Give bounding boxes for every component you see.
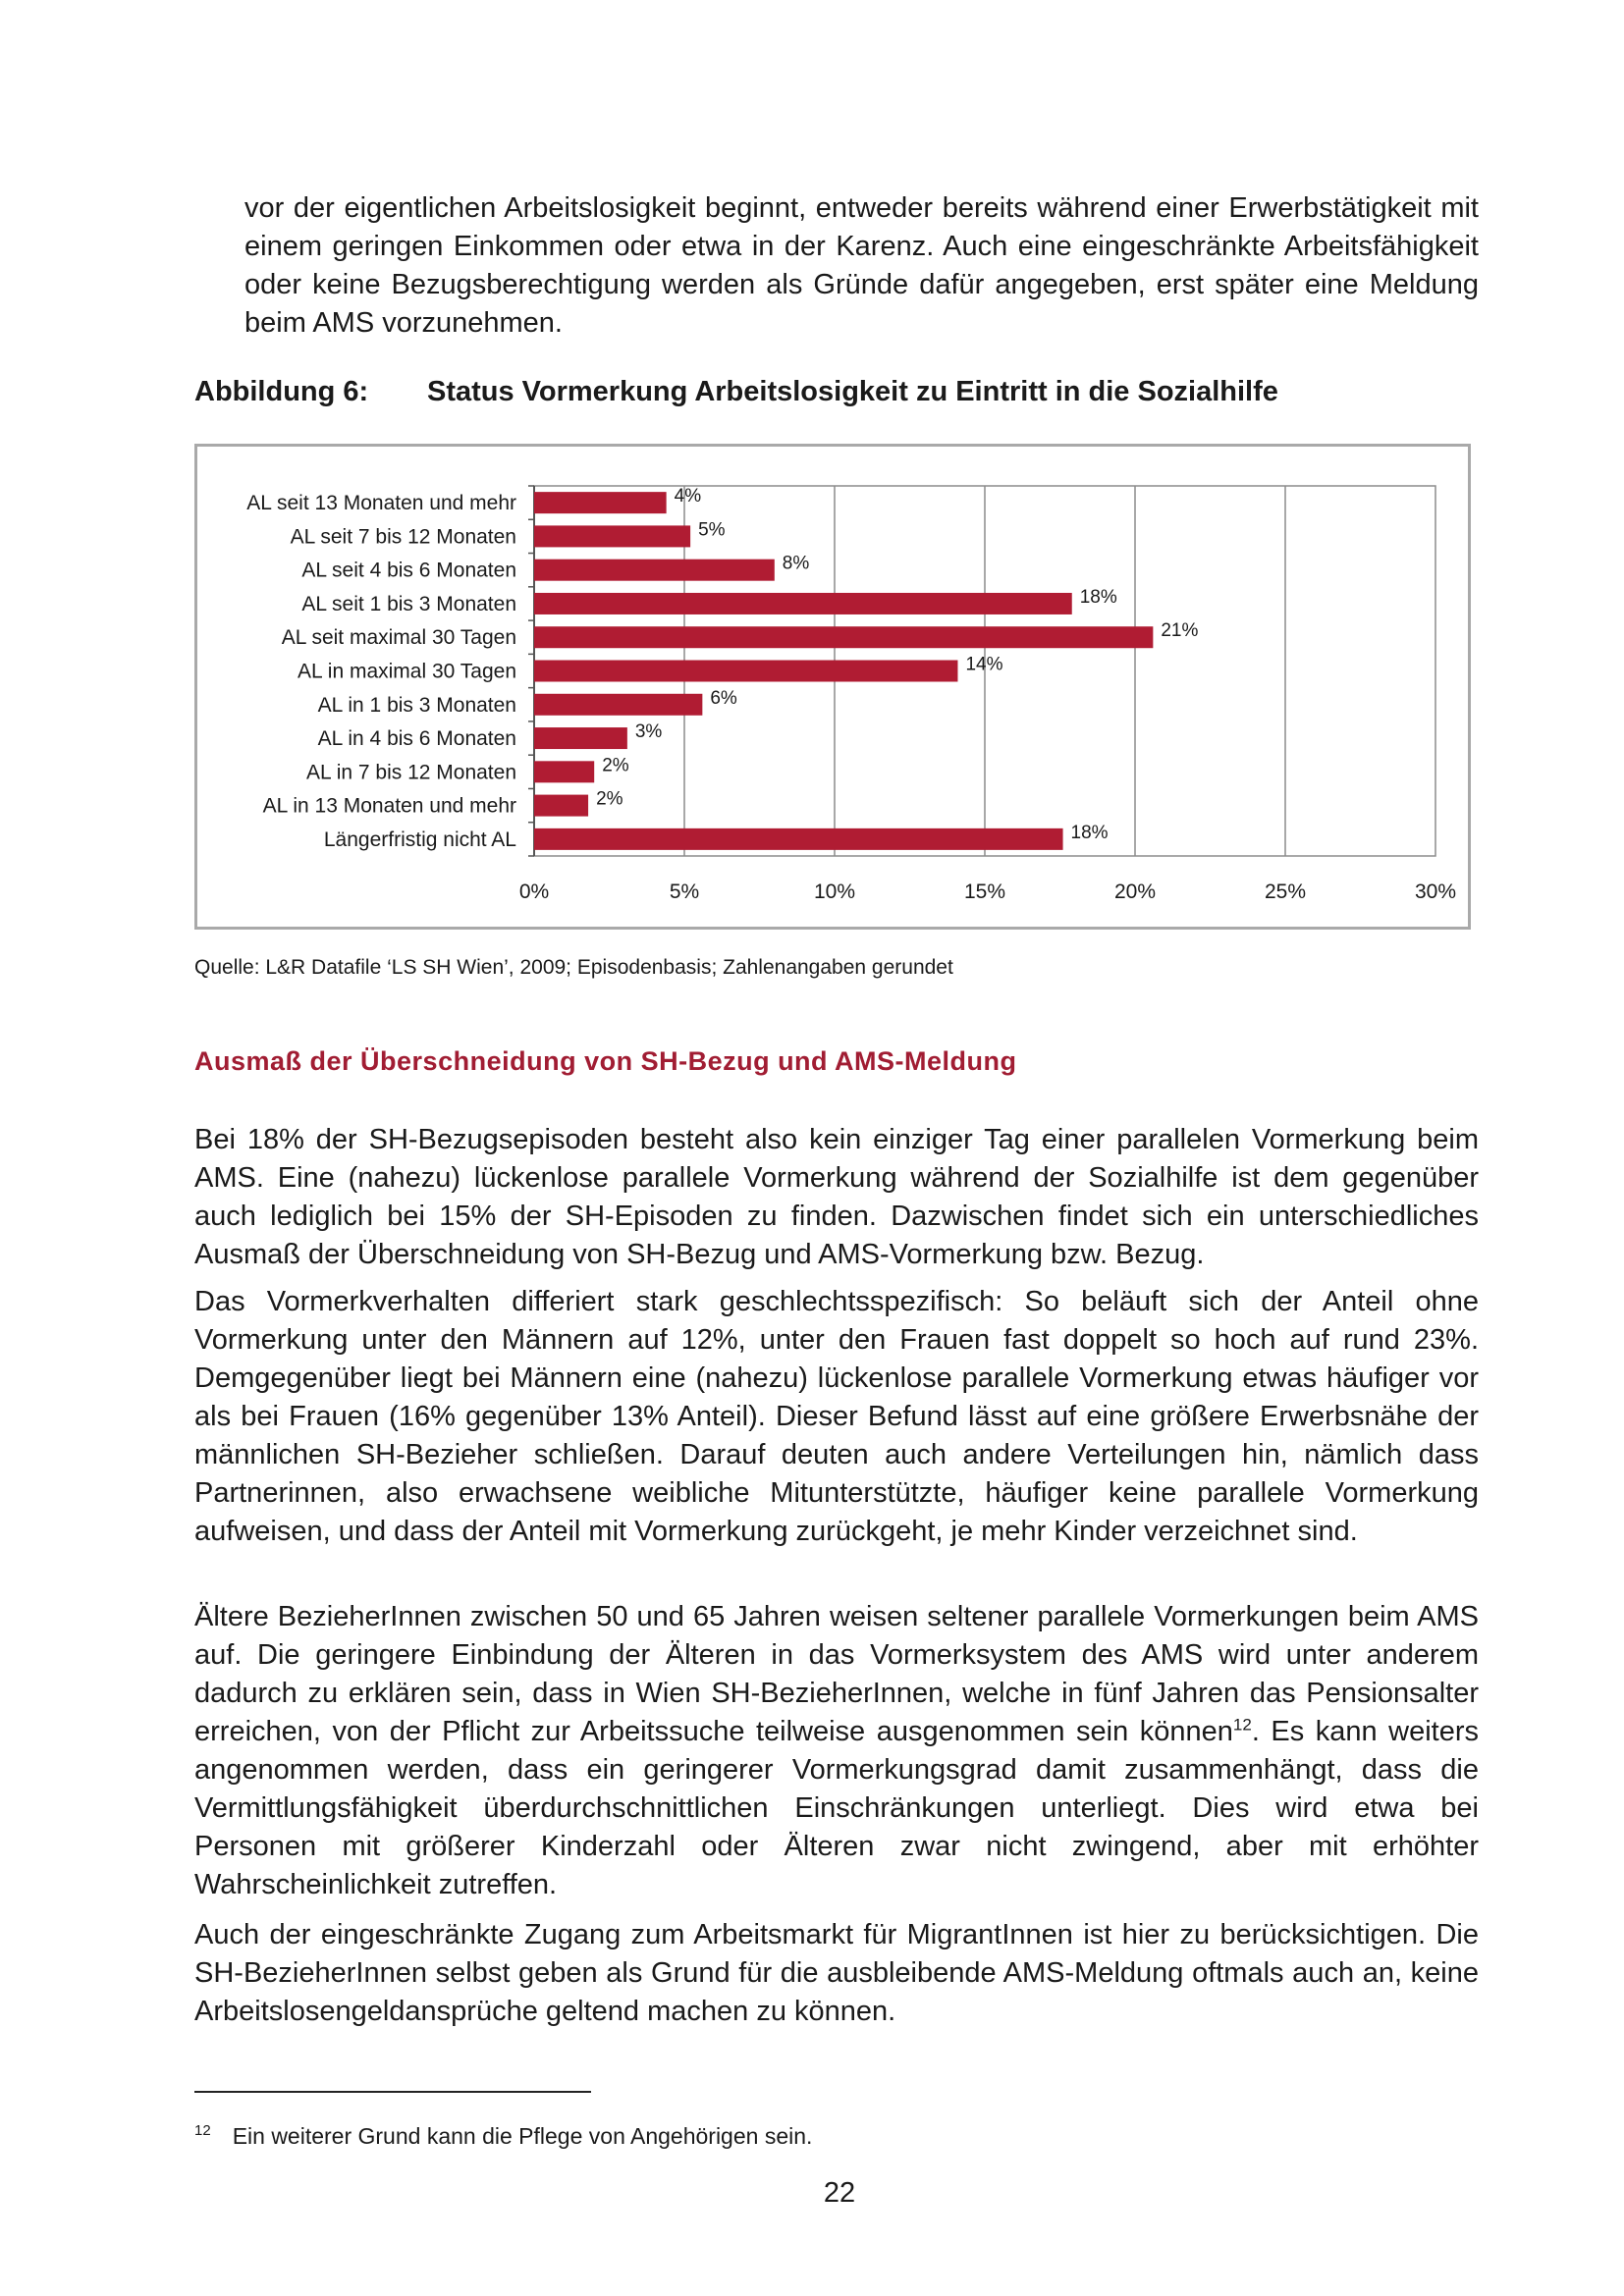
data-label: 14% bbox=[965, 654, 1003, 675]
paragraph-older-text-1: Ältere BezieherInnen zwischen 50 und 65 Jahren weisen seltener parallele Vormerkungen beim AMS auf. Die geringere Einbindung der Älteren in das Vormerksystem des AMS wird unter anderem dadurch zu erklären sein, dass in Wien SH-BezieherInnen, welche in fünf Jahren das Pensionsalter erreichen, von der Pflicht zur Arbeitssuche teilweise ausgenommen sein können bbox=[194, 1601, 1479, 1747]
footnote-number: 12 bbox=[194, 2122, 211, 2139]
data-label: 5% bbox=[698, 519, 726, 541]
figure-source: Quelle: L&R Datafile ‘LS SH Wien’, 2009; Episodenbasis; Zahlenangaben gerundet bbox=[194, 956, 953, 979]
x-tick-label: 0% bbox=[518, 881, 550, 903]
bar bbox=[534, 661, 957, 682]
category-label: AL in 7 bis 12 Monaten bbox=[305, 761, 516, 784]
x-tick-label: 10% bbox=[813, 881, 856, 903]
footnote-text: Ein weiterer Grund kann die Pflege von Angehörigen sein. bbox=[232, 2123, 813, 2149]
category-label: AL in maximal 30 Tagen bbox=[298, 660, 516, 683]
footnote-reference[interactable]: 12 bbox=[1232, 1715, 1252, 1735]
bar bbox=[534, 593, 1072, 614]
page-number: 22 bbox=[823, 2177, 856, 2209]
category-label: AL seit 7 bis 12 Monaten bbox=[290, 525, 516, 549]
bar bbox=[534, 492, 667, 513]
x-tick-label: 30% bbox=[1414, 881, 1457, 903]
category-label: Längerfristig nicht AL bbox=[323, 828, 516, 851]
bar bbox=[534, 727, 627, 749]
bar bbox=[534, 626, 1153, 648]
category-label: AL seit 13 Monaten und mehr bbox=[246, 492, 516, 515]
x-tick-label: 5% bbox=[669, 881, 700, 903]
intro-paragraph: vor der eigentlichen Arbeitslosigkeit beginnt, entweder bereits während einer Erwerbstätigkeit mit einem geringen Einkommen oder etwa in der Karenz. Auch eine eingeschränkte Arbeitsfähigkeit oder keine Bezugsberechtigung werden als Gründe dafür angegeben, erst später eine Meldung beim AMS vorzunehmen. bbox=[244, 192, 1479, 339]
category-label: AL seit 4 bis 6 Monaten bbox=[301, 559, 516, 582]
paragraph-older-text-2: . Es kann weiters angenommen werden, dass ein geringerer Vormerkungsgrad damit zusammenhängt, dass die Vermittlungsfähigkeit überdurchschnittlichen Einschränkungen unterliegt. Dies wird etwa bei Personen mit größerer Kinderzahl oder Älteren zwar nicht zwingend, aber mit erhöhter Wahrscheinlichkeit zutreffen. bbox=[194, 1716, 1479, 1900]
data-label: 8% bbox=[782, 553, 810, 574]
bar bbox=[534, 761, 594, 782]
category-label: AL in 1 bis 3 Monaten bbox=[317, 693, 516, 717]
x-tick-label: 25% bbox=[1264, 881, 1307, 903]
paragraph-migrants: Auch der eingeschränkte Zugang zum Arbeitsmarkt für MigrantInnen ist hier zu berücksichtigen. Die SH-BezieherInnen selbst geben als Grund für die ausbleibende AMS-Meldung oftmals auch an, keine Arbeitslosengeldansprüche geltend machen zu können. bbox=[194, 1919, 1479, 2027]
category-label: AL seit maximal 30 Tagen bbox=[281, 626, 516, 650]
bar bbox=[534, 828, 1063, 850]
paragraph-gender: Das Vormerkverhalten differiert stark geschlechtsspezifisch: So beläuft sich der Anteil ohne Vormerkung unter den Männern auf 12%, unter den Frauen fast doppelt so hoch auf rund 23%. Demgegenüber liegt bei Männern eine (nahezu) lückenlose parallele Vormerkung etwas häufiger vor als bei Frauen (16% gegenüber 13% Anteil). Dieser Befund lässt auf eine größere Erwerbsnähe der männlichen SH-Bezieher schließen. Darauf deuten auch andere Verteilungen hin, nämlich dass Partnerinnen, also erwachsene weibliche Mitunterstützte, häufiger keine parallele Vormerkung aufweisen, und dass der Anteil mit Vormerkung zurückgeht, je mehr Kinder verzeichnet sind. bbox=[194, 1286, 1479, 1547]
figure-number: Abbildung 6: bbox=[194, 376, 369, 407]
data-label: 4% bbox=[674, 486, 702, 507]
chart-frame bbox=[194, 444, 1471, 930]
category-label: AL in 4 bis 6 Monaten bbox=[317, 727, 516, 751]
data-label: 21% bbox=[1161, 620, 1199, 642]
data-label: 3% bbox=[634, 721, 663, 743]
bar bbox=[534, 694, 702, 716]
x-tick-label: 15% bbox=[963, 881, 1006, 903]
category-label: AL seit 1 bis 3 Monaten bbox=[301, 592, 516, 615]
bar bbox=[534, 525, 690, 547]
bar-chart bbox=[197, 447, 1468, 927]
bar bbox=[534, 795, 588, 817]
data-label: 6% bbox=[710, 687, 737, 709]
data-label: 2% bbox=[596, 788, 623, 810]
category-label: AL in 13 Monaten und mehr bbox=[262, 794, 516, 818]
section-heading: Ausmaß der Überschneidung von SH-Bezug und AMS-Meldung bbox=[194, 1046, 1017, 1076]
figure-title: Status Vormerkung Arbeitslosigkeit zu Eintritt in die Sozialhilfe bbox=[427, 376, 1278, 407]
x-tick-label: 20% bbox=[1113, 881, 1157, 903]
footnote bbox=[194, 2122, 812, 2150]
paragraph-older bbox=[194, 1598, 1479, 1904]
bar bbox=[534, 560, 775, 581]
data-label: 2% bbox=[602, 755, 629, 776]
footnote-divider bbox=[194, 2091, 591, 2093]
paragraph-overlap: Bei 18% der SH-Bezugsepisoden besteht also kein einziger Tag einer parallelen Vormerkung beim AMS. Eine (nahezu) lückenlose parallele Vormerkung während der Sozialhilfe ist dem gegenüber auch lediglich bei 15% der SH-Episoden zu finden. Dazwischen findet sich ein unterschiedliches Ausmaß der Überschneidung von SH-Bezug und AMS-Vormerkung bzw. Bezug. bbox=[194, 1124, 1479, 1270]
data-label: 18% bbox=[1079, 586, 1117, 608]
data-label: 18% bbox=[1070, 822, 1109, 843]
